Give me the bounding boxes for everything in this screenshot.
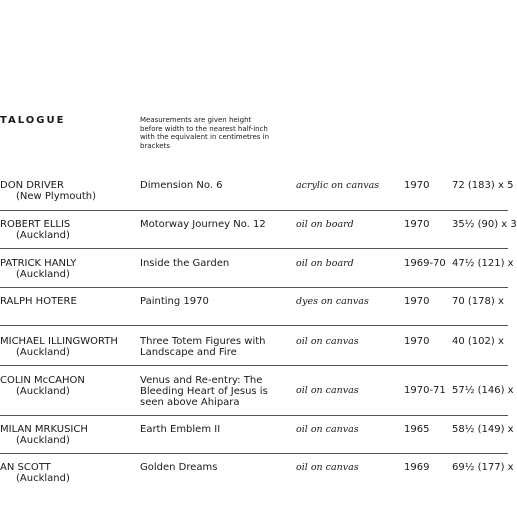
work-year: 1970 xyxy=(404,180,430,191)
work-size: 58½ (149) x xyxy=(452,424,514,435)
work-title: Motorway Journey No. 12 xyxy=(140,219,266,230)
work-size: 69½ (177) x xyxy=(452,462,514,473)
catalogue-entry xyxy=(0,258,514,294)
artist-name: COLIN McCAHON xyxy=(0,375,85,386)
work-title: Golden Dreams xyxy=(140,462,218,473)
work-year: 1970 xyxy=(404,296,430,307)
measurement-note: Measurements are given height before width to the nearest half-inch with the equivalent in centimetres in brackets xyxy=(140,116,270,150)
artist-cell xyxy=(0,219,135,241)
artist-location: (New Plymouth) xyxy=(16,191,96,202)
artist-location: (Auckland) xyxy=(16,347,70,358)
work-medium: dyes on canvas xyxy=(296,296,369,307)
row-divider xyxy=(0,210,508,211)
catalogue-entry xyxy=(0,296,508,332)
work-medium: acrylic on canvas xyxy=(296,180,380,191)
catalogue-entry xyxy=(0,219,517,255)
artist-location: (Auckland) xyxy=(16,435,70,446)
artist-name: MILAN MRKUSICH xyxy=(0,424,88,435)
row-divider xyxy=(0,248,508,249)
artist-name: AN SCOTT xyxy=(0,462,51,473)
row-divider xyxy=(0,415,508,416)
artist-name: MICHAEL ILLINGWORTH xyxy=(0,336,118,347)
work-title: Inside the Garden xyxy=(140,258,230,269)
artist-cell xyxy=(0,296,135,307)
work-medium: oil on canvas xyxy=(296,462,359,473)
artist-location: (Auckland) xyxy=(16,230,70,241)
work-size: 70 (178) x xyxy=(452,296,504,307)
work-year: 1970 xyxy=(404,219,430,230)
work-year: 1969-70 xyxy=(404,258,446,269)
row-divider xyxy=(0,365,508,366)
artist-cell xyxy=(0,336,135,358)
artist-name: DON DRIVER xyxy=(0,180,64,191)
work-title: Venus and Re-entry: The Bleeding Heart of Jesus is seen above Ahipara xyxy=(140,375,268,408)
artist-name: RALPH HOTERE xyxy=(0,296,77,307)
artist-cell xyxy=(0,462,135,484)
artist-location: (Auckland) xyxy=(16,473,70,484)
artist-name: ROBERT ELLIS xyxy=(0,219,71,230)
work-medium: oil on canvas xyxy=(296,424,359,435)
catalogue-heading: TALOGUE xyxy=(0,115,66,126)
catalogue-entry xyxy=(0,462,514,498)
artist-cell xyxy=(0,258,135,280)
row-divider xyxy=(0,325,508,326)
row-divider xyxy=(0,453,508,454)
work-title: Painting 1970 xyxy=(140,296,209,307)
work-year: 1965 xyxy=(404,424,430,435)
work-size: 57½ (146) x xyxy=(452,385,514,396)
work-title: Dimension No. 6 xyxy=(140,180,223,191)
work-medium: oil on board xyxy=(296,219,354,230)
work-title: Earth Emblem II xyxy=(140,424,221,435)
work-size: 47½ (121) x xyxy=(452,258,514,269)
work-size: 72 (183) x 5 xyxy=(452,180,514,191)
work-size: 35½ (90) x 3 xyxy=(452,219,517,230)
artist-location: (Auckland) xyxy=(16,269,70,280)
artist-location: (Auckland) xyxy=(16,386,70,397)
catalogue-entry xyxy=(0,336,508,372)
work-medium: oil on canvas xyxy=(296,385,359,396)
work-medium: oil on canvas xyxy=(296,336,359,347)
work-year: 1970-71 xyxy=(404,385,446,396)
catalogue-entry xyxy=(0,424,514,460)
work-medium: oil on board xyxy=(296,258,354,269)
artist-cell xyxy=(0,180,135,202)
work-year: 1969 xyxy=(404,462,430,473)
row-divider xyxy=(0,287,508,288)
catalogue-entry xyxy=(0,375,514,415)
artist-cell xyxy=(0,424,135,446)
artist-name: PATRICK HANLY xyxy=(0,258,77,269)
work-size: 40 (102) x xyxy=(452,336,504,347)
work-title: Three Totem Figures with Landscape and Fire xyxy=(140,336,266,358)
work-year: 1970 xyxy=(404,336,430,347)
artist-cell xyxy=(0,375,135,397)
